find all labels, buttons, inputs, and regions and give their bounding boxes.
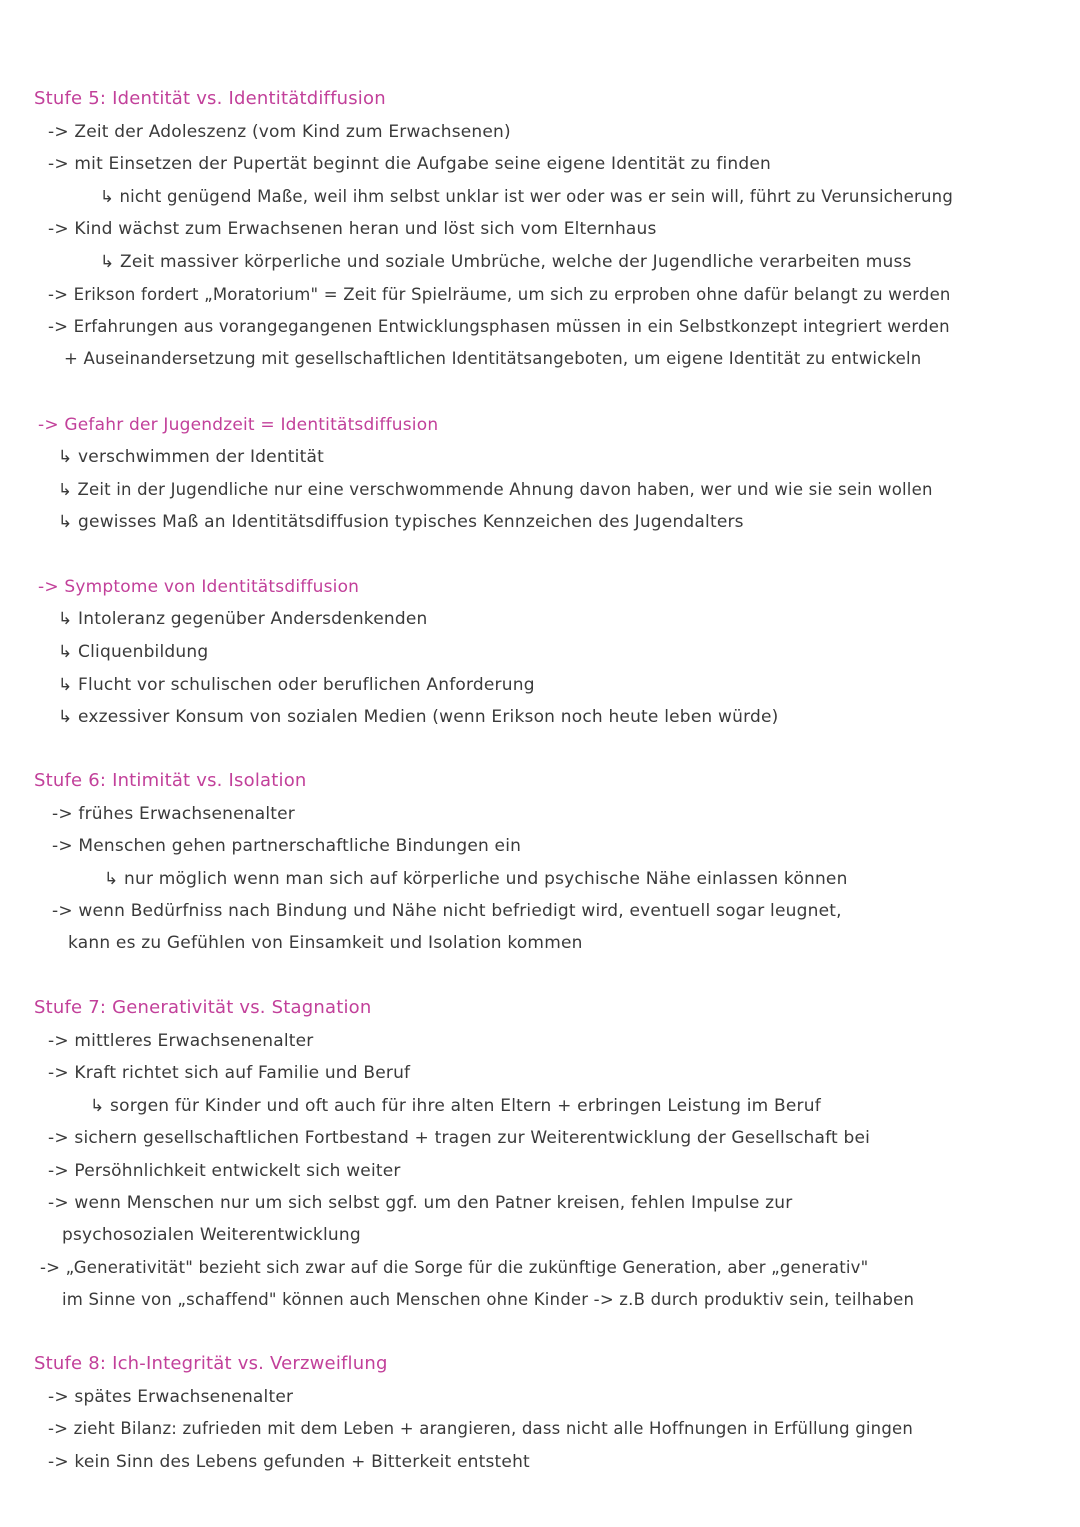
stufe5-line-7: -> Erfahrungen aus vorangegangenen Entwicklungsphasen müssen in ein Selbstkonzept integriert werden: [48, 317, 950, 336]
stufe5-line-5: ↳ Zeit massiver körperliche und soziale Umbrüche, welche der Jugendliche verarbeiten muss: [100, 252, 912, 272]
stufe6-line-3: ↳ nur möglich wenn man sich auf körperliche und psychische Nähe einlassen können: [104, 869, 848, 889]
stufe8-line-3: -> kein Sinn des Lebens gefunden + Bitterkeit entsteht: [48, 1452, 530, 1472]
gefahr-heading: -> Gefahr der Jugendzeit = Identitätsdiffusion: [38, 415, 439, 435]
stufe7-line-8: -> „Generativität" bezieht sich zwar auf die Sorge für die zukünftige Generation, aber „generativ": [40, 1258, 869, 1277]
stufe6-heading: Stufe 6: Intimität vs. Isolation: [34, 770, 307, 791]
stufe5-line-8: + Auseinandersetzung mit gesellschaftlichen Identitätsangeboten, um eigene Identität zu entwickeln: [64, 349, 922, 368]
stufe7-line-9: im Sinne von „schaffend" können auch Menschen ohne Kinder -> z.B durch produktiv sein, teilhaben: [62, 1290, 915, 1309]
stufe8-heading: Stufe 8: Ich-Integrität vs. Verzweiflung: [34, 1353, 388, 1374]
stufe7-line-2: -> Kraft richtet sich auf Familie und Beruf: [48, 1063, 411, 1083]
stufe5-line-4: -> Kind wächst zum Erwachsenen heran und löst sich vom Elternhaus: [48, 219, 657, 239]
stufe7-line-3: ↳ sorgen für Kinder und oft auch für ihre alten Eltern + erbringen Leistung im Beruf: [90, 1096, 821, 1116]
stufe5-line-2: -> mit Einsetzen der Pupertät beginnt die Aufgabe seine eigene Identität zu finden: [48, 154, 772, 174]
stufe8-line-2: -> zieht Bilanz: zufrieden mit dem Leben + arangieren, dass nicht alle Hoffnungen in Erfüllung gingen: [48, 1419, 914, 1438]
symptome-line-1: ↳ Intoleranz gegenüber Andersdenkenden: [58, 609, 428, 629]
stufe5-line-6: -> Erikson fordert „Moratorium" = Zeit für Spielräume, um sich zu erproben ohne dafür belangt zu werden: [48, 285, 951, 304]
stufe7-line-5: -> Persöhnlichkeit entwickelt sich weiter: [48, 1161, 401, 1181]
stufe5-heading: Stufe 5: Identität vs. Identitätdiffusion: [34, 88, 386, 109]
stufe7-line-1: -> mittleres Erwachsenenalter: [48, 1031, 314, 1051]
stufe5-line-1: -> Zeit der Adoleszenz (vom Kind zum Erwachsenen): [48, 122, 511, 142]
symptome-line-2: ↳ Cliquenbildung: [58, 642, 209, 662]
stufe7-heading: Stufe 7: Generativität vs. Stagnation: [34, 997, 372, 1018]
stufe6-line-5: kann es zu Gefühlen von Einsamkeit und Isolation kommen: [68, 933, 583, 953]
stufe7-line-4: -> sichern gesellschaftlichen Fortbestand + tragen zur Weiterentwicklung der Gesellschaft bei: [48, 1128, 871, 1148]
gefahr-line-3: ↳ gewisses Maß an Identitätsdiffusion typisches Kennzeichen des Jugendalters: [58, 512, 744, 532]
symptome-line-4: ↳ exzessiver Konsum von sozialen Medien (wenn Erikson noch heute leben würde): [58, 707, 779, 727]
stufe5-line-3: ↳ nicht genügend Maße, weil ihm selbst unklar ist wer oder was er sein will, führt zu Verunsicherung: [100, 187, 953, 206]
stufe8-line-1: -> spätes Erwachsenenalter: [48, 1387, 294, 1407]
gefahr-line-2: ↳ Zeit in der Jugendliche nur eine verschwommende Ahnung davon haben, wer und wie sie sein wollen: [58, 480, 933, 499]
symptome-heading: -> Symptome von Identitätsdiffusion: [38, 577, 360, 597]
stufe7-line-7: psychosozialen Weiterentwicklung: [62, 1225, 361, 1245]
stufe6-line-2: -> Menschen gehen partnerschaftliche Bindungen ein: [52, 836, 522, 856]
stufe6-line-4: -> wenn Bedürfniss nach Bindung und Nähe nicht befriedigt wird, eventuell sogar leugnet,: [52, 901, 842, 921]
stufe7-line-6: -> wenn Menschen nur um sich selbst ggf. um den Patner kreisen, fehlen Impulse zur: [48, 1193, 793, 1213]
symptome-line-3: ↳ Flucht vor schulischen oder beruflichen Anforderung: [58, 675, 535, 695]
gefahr-line-1: ↳ verschwimmen der Identität: [58, 447, 324, 467]
stufe6-line-1: -> frühes Erwachsenenalter: [52, 804, 295, 824]
